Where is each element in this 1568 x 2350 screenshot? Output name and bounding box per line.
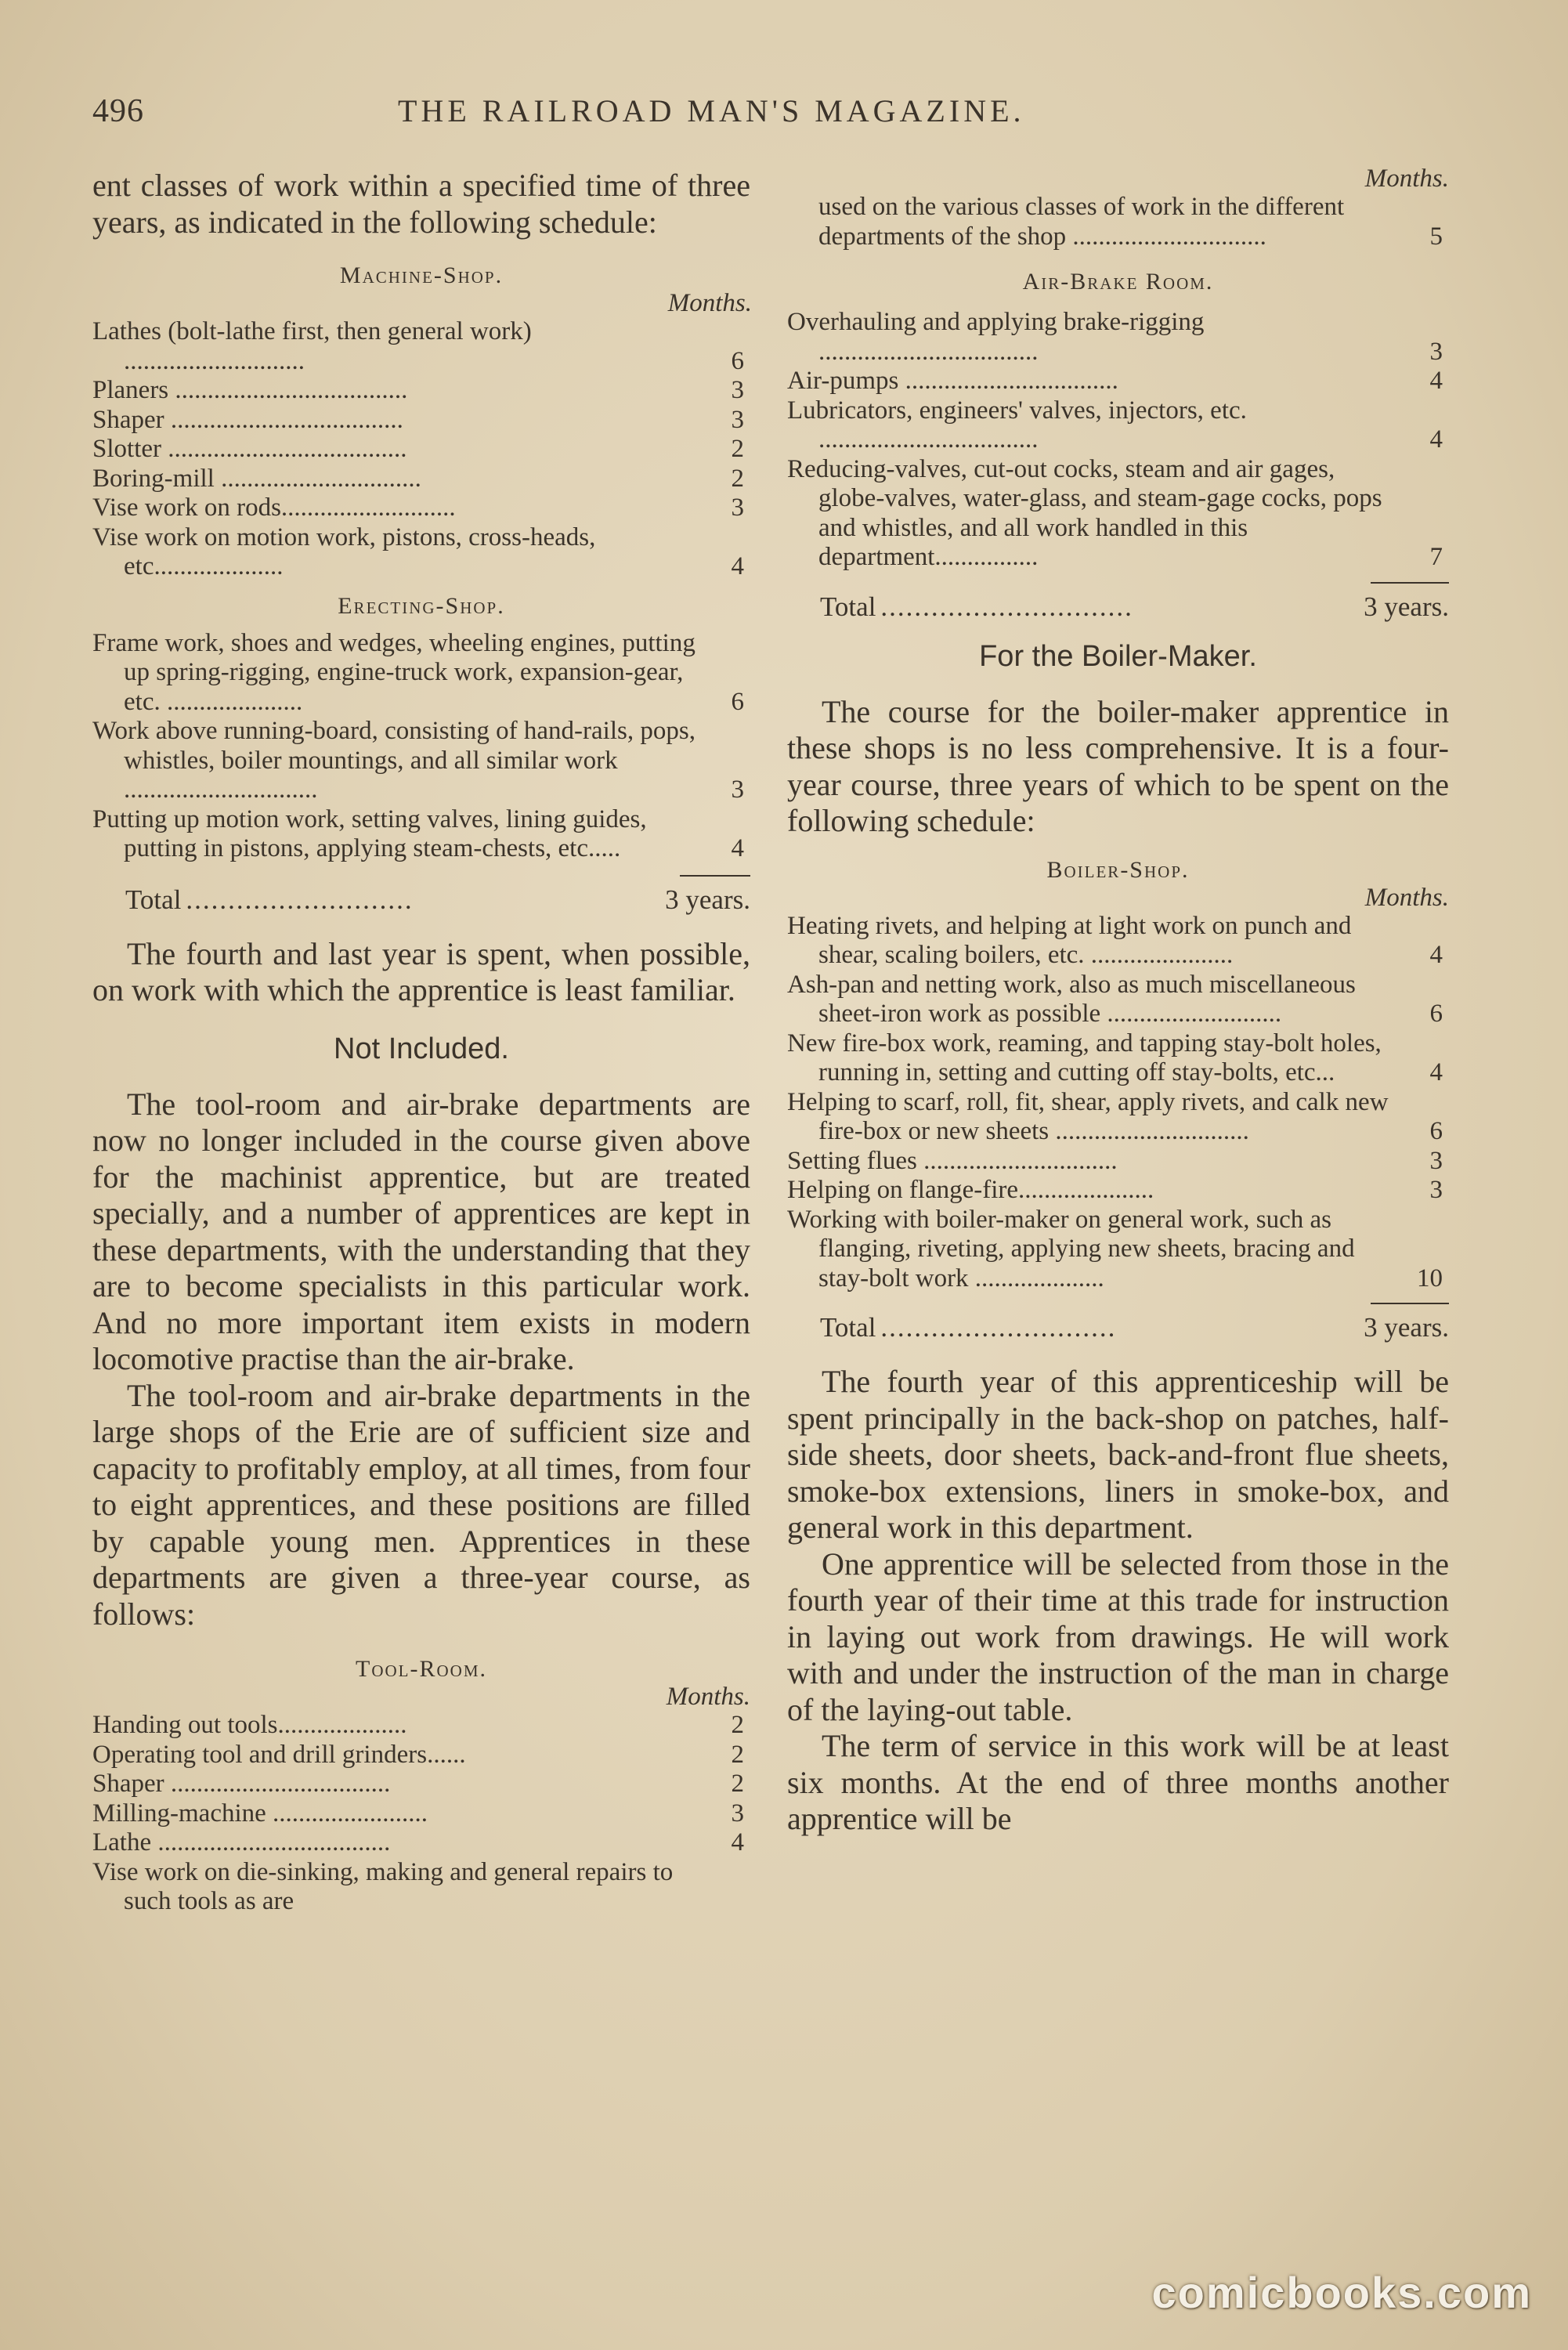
total-label: Total [125, 884, 182, 915]
schedule-item-desc: Milling-machine ........................ [92, 1799, 428, 1828]
schedule-item [787, 455, 1449, 573]
schedule-item-months: 2 [731, 1711, 744, 1739]
schedule-item [787, 308, 1449, 367]
erecting-total [92, 884, 750, 916]
tool-room-schedule [92, 1711, 750, 1917]
schedule-item-desc: Overhauling and applying brake-rigging .................................. [787, 308, 1205, 366]
schedule-item-desc: Slotter ..................................... [92, 435, 407, 463]
total-value: 3 years. [665, 884, 750, 915]
schedule-item-desc: Ash-pan and netting work, also as much miscellaneous sheet-iron work as possible ........................... [787, 970, 1356, 1028]
schedule-item [92, 717, 750, 805]
schedule-item-desc: Lubricators, engineers' valves, injectors, etc. .................................. [787, 396, 1247, 454]
schedule-item-months: 3 [731, 494, 744, 522]
total-rule [1371, 1303, 1449, 1304]
schedule-item-desc: Work above running-board, consisting of hand-rails, pops, whistles, boiler mountings, and all similar work .............................. [92, 717, 695, 804]
schedule-item-months: 4 [1429, 367, 1443, 395]
not-included-paragraph-2: The tool-room and air-brake departments in the large shops of the Erie are of sufficient size and capacity to profitably employ, at all times, from four to eight apprentices, and these positions are filled by capable young men. Apprentices in these departments are given a three-year course, as follows: [92, 1377, 750, 1632]
schedule-item [787, 193, 1449, 251]
left-column [92, 168, 750, 1917]
schedule-item-months: 2 [731, 1770, 744, 1798]
boiler-maker-heading: For the Boiler-Maker. [979, 639, 1257, 673]
total-value: 3 years. [1364, 1312, 1449, 1343]
schedule-item [92, 805, 750, 864]
schedule-item-months: 5 [1429, 222, 1443, 251]
schedule-item-months: 4 [1429, 941, 1443, 969]
schedule-item-months: 7 [1429, 543, 1443, 571]
schedule-item-months: 4 [731, 1828, 744, 1856]
schedule-item-months: 3 [731, 405, 744, 434]
total-rule [680, 875, 750, 877]
schedule-item-desc: Putting up motion work, setting valves, lining guides, putting in pistons, applying steam-chests, etc..... [92, 804, 647, 862]
schedule-item-months: 4 [1429, 1058, 1443, 1086]
schedule-item [787, 1206, 1449, 1294]
total-leader: ........................... [186, 884, 414, 915]
schedule-item-desc: Helping on flange-fire..................... [787, 1176, 1154, 1204]
total-label: Total [820, 1312, 876, 1343]
schedule-item [92, 629, 750, 718]
schedule-item-desc: used on the various classes of work in the different departments of the shop .............................. [818, 193, 1345, 251]
months-label: Months. [1364, 883, 1449, 912]
page-number: 496 [92, 93, 144, 129]
total-rule [1371, 582, 1449, 584]
schedule-item [92, 465, 750, 494]
schedule-item-desc: Air-pumps ................................. [787, 367, 1118, 395]
erecting-shop-title: Erecting-Shop. [338, 592, 505, 619]
watermark-text: comicbooks.com [1151, 2268, 1532, 2317]
schedule-item [787, 1088, 1449, 1147]
schedule-item-desc: Heating rivets, and helping at light work on punch and shear, scaling boilers, etc. ...................... [787, 911, 1352, 969]
machine-shop-schedule [92, 317, 750, 582]
schedule-item-desc: Vise work on rods........................... [92, 494, 456, 522]
schedule-item [92, 435, 750, 465]
schedule-item-months: 4 [731, 834, 744, 862]
intro-paragraph: ent classes of work within a specified time of three years, as indicated in the following schedule: [92, 168, 750, 240]
schedule-item-months: 4 [731, 552, 744, 580]
schedule-item-months: 6 [731, 687, 744, 716]
schedule-item-months: 6 [731, 346, 744, 375]
schedule-item-months: 6 [1429, 1000, 1443, 1028]
schedule-item [92, 494, 750, 523]
schedule-item-months: 6 [1429, 1117, 1443, 1145]
schedule-item-months: 3 [731, 376, 744, 404]
schedule-item-months: 2 [731, 1740, 744, 1769]
machine-shop-title: Machine-Shop. [339, 262, 504, 288]
schedule-item-desc: New fire-box work, reaming, and tapping stay-bolt holes, running in, setting and cutting off stay-bolts, etc... [787, 1029, 1382, 1086]
schedule-item-months: 3 [1429, 1146, 1443, 1175]
schedule-item-desc: Working with boiler-maker on general work, such as flanging, riveting, applying new sheets, bracing and stay-bolt work .................... [787, 1205, 1355, 1292]
months-label: Months. [666, 1683, 750, 1711]
air-brake-total [787, 591, 1449, 623]
schedule-item [92, 1711, 750, 1741]
schedule-item [92, 523, 750, 582]
schedule-item [787, 971, 1449, 1029]
fourth-year-boiler-paragraph: The fourth year of this apprenticeship will be spent principally in the back-shop on patches, half-side sheets, door sheets, back-and-front flue sheets, smoke-box extensions, liners in smoke-box, and general work in this department. [787, 1364, 1449, 1545]
boiler-intro-paragraph: The course for the boiler-maker apprentice in these shops is no less comprehensive. It is a four-year course, three years of which to be spent on the following schedule: [787, 693, 1449, 838]
fourth-year-paragraph: The fourth and last year is spent, when possible, on work with which the apprentice is least familiar. [92, 935, 750, 1007]
total-label: Total [820, 591, 876, 622]
schedule-item-desc: Vise work on motion work, pistons, cross-heads, etc.................... [92, 522, 596, 580]
schedule-item [92, 1799, 750, 1829]
schedule-item [787, 367, 1449, 396]
tool-room-title: Tool-Room. [356, 1656, 487, 1682]
right-column [787, 164, 1449, 1838]
schedule-item-desc: Shaper .................................... [92, 405, 403, 434]
schedule-item [92, 1828, 750, 1858]
schedule-item [92, 1741, 750, 1770]
boiler-shop-schedule [787, 912, 1449, 1294]
schedule-item [92, 1858, 750, 1917]
months-label: Months. [667, 289, 752, 317]
schedule-item-months: 3 [731, 1799, 744, 1828]
schedule-item [787, 1029, 1449, 1088]
schedule-item [92, 406, 750, 436]
boiler-shop-title: Boiler-Shop. [1046, 856, 1190, 883]
schedule-item-months: 3 [731, 776, 744, 804]
schedule-item-desc: Boring-mill ............................... [92, 464, 421, 493]
schedule-item [787, 1147, 1449, 1177]
total-leader: ............................ [880, 1312, 1117, 1343]
total-value: 3 years. [1364, 591, 1449, 622]
schedule-item-months: 4 [1429, 425, 1443, 454]
schedule-item-desc: Reducing-valves, cut-out cocks, steam and air gages, globe-valves, water-glass, and steam-gage cocks, pops and whistles, and all work handled in this department................ [787, 454, 1382, 571]
boiler-total [787, 1312, 1449, 1343]
schedule-item-desc: Lathe .................................... [92, 1828, 391, 1856]
not-included-heading: Not Included. [334, 1032, 509, 1065]
schedule-item [787, 912, 1449, 971]
schedule-item-desc: Planers .................................... [92, 376, 408, 404]
erecting-shop-schedule [92, 629, 750, 864]
schedule-item-desc: Vise work on die-sinking, making and general repairs to such tools as are [92, 1857, 674, 1915]
schedule-item [787, 396, 1449, 455]
schedule-item-months: 2 [731, 464, 744, 493]
schedule-item [92, 1770, 750, 1799]
schedule-item-desc: Helping to scarf, roll, fit, shear, apply rivets, and calk new fire-box or new sheets .............................. [787, 1087, 1389, 1145]
schedule-item-desc: Operating tool and drill grinders...... [92, 1740, 466, 1769]
schedule-item-desc: Lathes (bolt-lathe first, then general work) ............................ [92, 317, 532, 375]
laying-out-paragraph: One apprentice will be selected from those in the fourth year of their time at this trade for instruction in laying out work from drawings. He will work with and under the instruction of the man in charge of the laying-out table. [787, 1546, 1449, 1727]
total-leader: .............................. [880, 591, 1133, 622]
term-of-service-paragraph: The term of service in this work will be at least six months. At the end of three months another apprentice will be [787, 1728, 1449, 1836]
tool-room-continuation [787, 193, 1449, 251]
running-title: THE RAILROAD MAN'S MAGAZINE. [398, 93, 1025, 128]
schedule-item-desc: Frame work, shoes and wedges, wheeling engines, putting up spring-rigging, engine-truck work, expansion-gear, etc. ..................... [92, 628, 695, 716]
schedule-item-months: 2 [731, 435, 744, 463]
schedule-item-months: 3 [1429, 1176, 1443, 1204]
air-brake-room-schedule [787, 308, 1449, 573]
schedule-item-desc: Shaper .................................. [92, 1770, 391, 1798]
page-header [92, 92, 1471, 139]
schedule-item-desc: Setting flues .............................. [787, 1146, 1118, 1175]
schedule-item-months: 10 [1417, 1264, 1443, 1292]
schedule-item [92, 317, 750, 376]
months-label: Months. [1364, 164, 1449, 193]
schedule-item-months: 3 [1429, 337, 1443, 366]
not-included-paragraph-1: The tool-room and air-brake departments are now no longer included in the course given above for the machinist apprentice, but are treated specially, and a number of apprentices are kept in these departments, with the understanding that they are to become specialists in this particular work. And no more important item exists in modern locomotive practise than the air-brake. [92, 1086, 750, 1376]
schedule-item-desc: Handing out tools.................... [92, 1711, 407, 1739]
schedule-item [92, 376, 750, 406]
schedule-item [787, 1176, 1449, 1206]
air-brake-room-title: Air-Brake Room. [1022, 269, 1214, 295]
